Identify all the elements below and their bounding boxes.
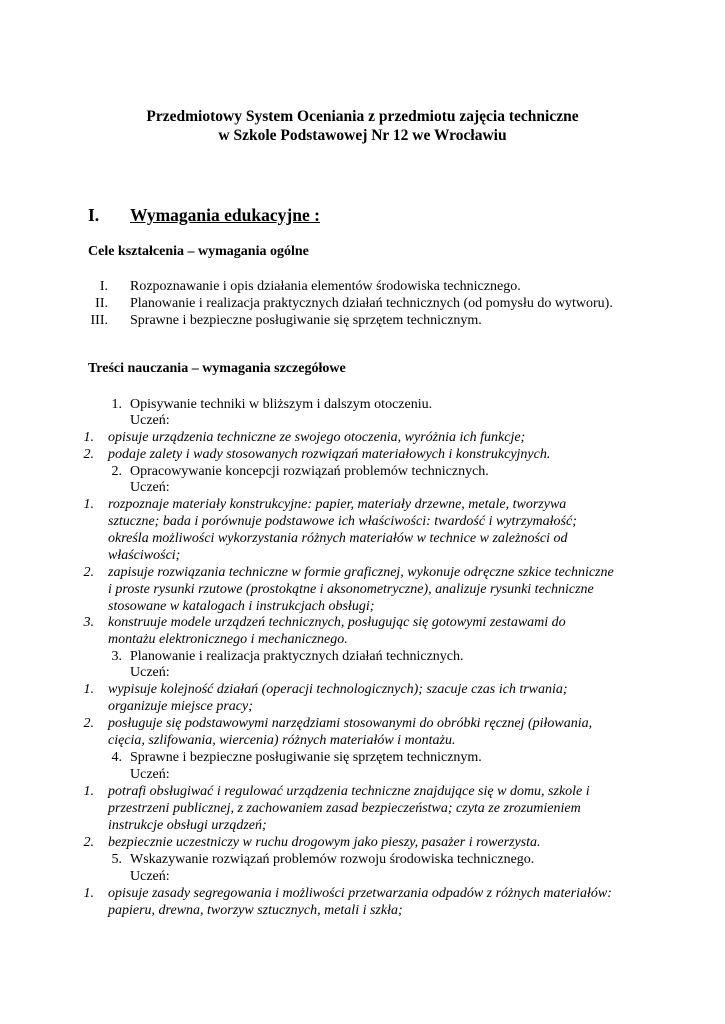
document-title-line-1: Przedmiotowy System Oceniania z przedmiotu zajęcia techniczne (146, 108, 579, 125)
list-item: Planowanie i realizacja praktycznych działań technicznych (od pomysłu do wytworu). (130, 296, 613, 311)
list-item: Sprawne i bezpieczne posługiwanie się sprzętem technicznym. (130, 313, 482, 328)
item-number: 1. (83, 886, 94, 901)
topic-title: Opisywanie techniki w bliższym i dalszym otoczeniu. (130, 397, 433, 412)
student-label: Uczeń: (130, 767, 170, 782)
item-number: 1. (83, 430, 94, 445)
item-line: potrafi obsługiwać i regulować urządzenia techniczne znajdujące się w domu, szkole i (108, 784, 590, 799)
item-line: rozpoznaje materiały konstrukcyjne: papier, materiały drzewne, metale, tworzywa (108, 497, 567, 512)
student-label: Uczeń: (130, 869, 170, 884)
list-item: Rozpoznawanie i opis działania elementów środowiska technicznego. (130, 279, 521, 294)
detailed-requirements-heading: Treści nauczania – wymagania szczegółowe (88, 361, 346, 376)
item-line: stosowane w katalogach i instrukcjach obsługi; (108, 599, 375, 614)
document-title-line-2: w Szkole Podstawowej Nr 12 we Wrocławiu (218, 127, 507, 144)
item-number: 2. (83, 835, 94, 850)
item-line: i proste rysunki rzutowe (prostokątne i aksonometryczne), analizuje rysunki techniczne (108, 582, 594, 597)
student-label: Uczeń: (130, 665, 170, 680)
topic-number: 4. (111, 750, 122, 765)
topic-title: Opracowywanie koncepcji rozwiązań problemów technicznych. (130, 464, 489, 479)
student-label: Uczeń: (130, 480, 170, 495)
item-line: sztuczne; bada i porównuje podstawowe ich właściwości: twardość i wytrzymałość; (108, 514, 577, 529)
item-number: 3. (83, 615, 94, 630)
item-number: 2. (83, 447, 94, 462)
topic-number: 1. (111, 397, 122, 412)
item-number: 1. (83, 497, 94, 512)
item-line: wypisuje kolejność działań (operacji technologicznych); szacuje czas ich trwania; (108, 682, 568, 697)
item-line: cięcia, szlifowania, wiercenia) różnych materiałów i montażu. (108, 733, 456, 748)
general-requirements-heading: Cele kształcenia – wymagania ogólne (88, 244, 309, 259)
item-line: opisuje urządzenia techniczne ze swojego otoczenia, wyróżnia ich funkcje; (108, 430, 526, 445)
topic-number: 5. (111, 852, 122, 867)
section-number: I. (88, 205, 100, 225)
item-line: opisuje zasady segregowania i możliwości przetwarzania odpadów z różnych materiałów: (108, 886, 612, 901)
topic-title: Planowanie i realizacja praktycznych działań technicznych. (130, 649, 464, 664)
item-line: konstruuje modele urządzeń technicznych, posługując się gotowymi zestawami do (108, 615, 566, 630)
item-number: 1. (83, 682, 94, 697)
item-line: określa możliwości wykorzystania różnych materiałów w technice w zależności od (108, 531, 568, 546)
item-line: montażu elektronicznego i mechanicznego. (108, 632, 348, 647)
item-number: 1. (83, 784, 94, 799)
item-line: instrukcje obsługi urządzeń; (108, 818, 267, 833)
item-line: przestrzeni publicznej, z zachowaniem zasad bezpieczeństwa; czyta ze zrozumieniem (108, 801, 581, 816)
item-number: 2. (83, 565, 94, 580)
item-line: właściwości; (108, 548, 181, 563)
item-line: bezpiecznie uczestniczy w ruchu drogowym jako pieszy, pasażer i rowerzysta. (108, 835, 541, 850)
topic-number: 2. (111, 464, 122, 479)
item-line: papieru, drewna, tworzyw sztucznych, metali i szkła; (108, 903, 403, 918)
topic-title: Wskazywanie rozwiązań problemów rozwoju środowiska technicznego. (130, 852, 535, 867)
topic-number: 3. (111, 649, 122, 664)
topic-title: Sprawne i bezpieczne posługiwanie się sprzętem technicznym. (130, 750, 482, 765)
list-item-number: III. (90, 313, 108, 328)
section-title: Wymagania edukacyjne : (130, 205, 320, 225)
item-number: 2. (83, 716, 94, 731)
item-line: posługuje się podstawowymi narzędziami stosowanymi do obróbki ręcznej (piłowania, (108, 716, 593, 731)
list-item-number: I. (99, 279, 108, 294)
student-label: Uczeń: (130, 413, 170, 428)
item-line: zapisuje rozwiązania techniczne w formie graficznej, wykonuje odręczne szkice techniczne (108, 565, 614, 580)
item-line: organizuje miejsce pracy; (108, 699, 253, 714)
list-item-number: II. (95, 296, 108, 311)
item-line: podaje zalety i wady stosowanych rozwiązań materiałowych i konstrukcyjnych. (108, 447, 551, 462)
